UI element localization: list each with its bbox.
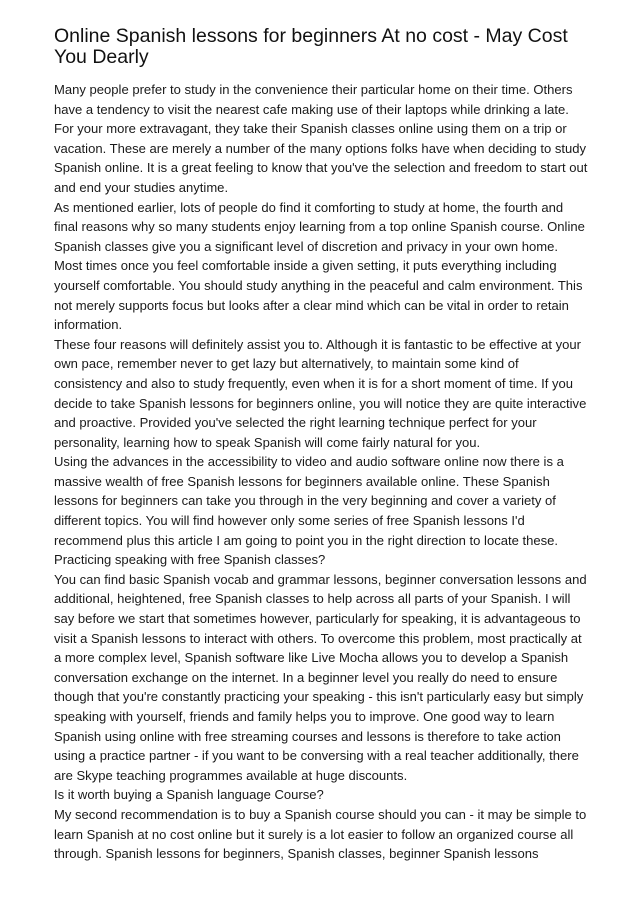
- paragraph: Many people prefer to study in the convenience their particular home on their time. Others have a tendency to visit the nearest cafe making use of their laptops while drinking a late. For your more extravagant, they take their Spanish classes online using them on a trip or vacation. These are merely a number of the many options folks have when deciding to study Spanish online. It is a great feeling to know that you've the selection and freedom to start out and end your studies anytime.: [54, 82, 588, 195]
- document-title: Online Spanish lessons for beginners At no cost - May Cost You Dearly: [54, 25, 568, 68]
- paragraph: My second recommendation is to buy a Spanish course should you can - it may be simple to learn Spanish at no cost online but it surely is a lot easier to follow an organized course all through. Spanish lessons for beginners, Spanish classes, beginner Spanish lessons: [54, 806, 587, 862]
- paragraph: Using the advances in the accessibility to video and audio software online now there is a massive wealth of free Spanish lessons for beginners available online. These Spanish lessons for beginners can take you through in the very beginning and cover a variety of different topics. You will find however only some series of free Spanish lessons I'd recommend plus this article I am going to point you in the right direction to locate these.: [54, 454, 564, 548]
- section-question: Practicing speaking with free Spanish classes?: [54, 552, 326, 568]
- section-question: Is it worth buying a Spanish language Course?: [54, 787, 324, 803]
- paragraph: As mentioned earlier, lots of people do find it comforting to study at home, the fourth and final reasons why so many students enjoy learning from a top online Spanish course. Online Spanish classes give you a significant level of discretion and privacy in your own home. Most times once you feel comfortable inside a given setting, it puts everything including yourself comfortable. You should study anything in the peaceful and calm environment. This not merely supports focus but looks after a clear mind which can be vital in order to retain information.: [54, 199, 585, 333]
- document-body: [54, 80, 588, 864]
- paragraph: You can find basic Spanish vocab and grammar lessons, beginner conversation lessons and additional, heightened, free Spanish classes to help across all parts of your Spanish. I will say before we start that sometimes however, particularly for speaking, it is advantageous to visit a Spanish lessons to interact with others. To overcome this problem, most practically at a more complex level, Spanish software like Live Mocha allows you to develop a Spanish conversation exchange on the internet. In a beginner level you really do need to ensure though that you're constantly practicing your speaking - this isn't particularly easy but simply speaking with yourself, friends and family helps you to improve. One good way to learn Spanish using online with free streaming courses and lessons is therefore to take action using a practice partner - if you want to be conversing with a real teacher additionally, there are Skype teaching programmes available at huge discounts.: [54, 571, 587, 783]
- paragraph: These four reasons will definitely assist you to. Although it is fantastic to be effective at your own pace, remember never to get lazy but alternatively, to maintain some kind of consistency and also to study frequently, even when it is for a short moment of time. If you decide to take Spanish lessons for beginners online, you will notice they are quite interactive and proactive. Provided you've selected the right learning technique perfect for your personality, learning how to speak Spanish will come fairly natural for you.: [54, 336, 587, 450]
